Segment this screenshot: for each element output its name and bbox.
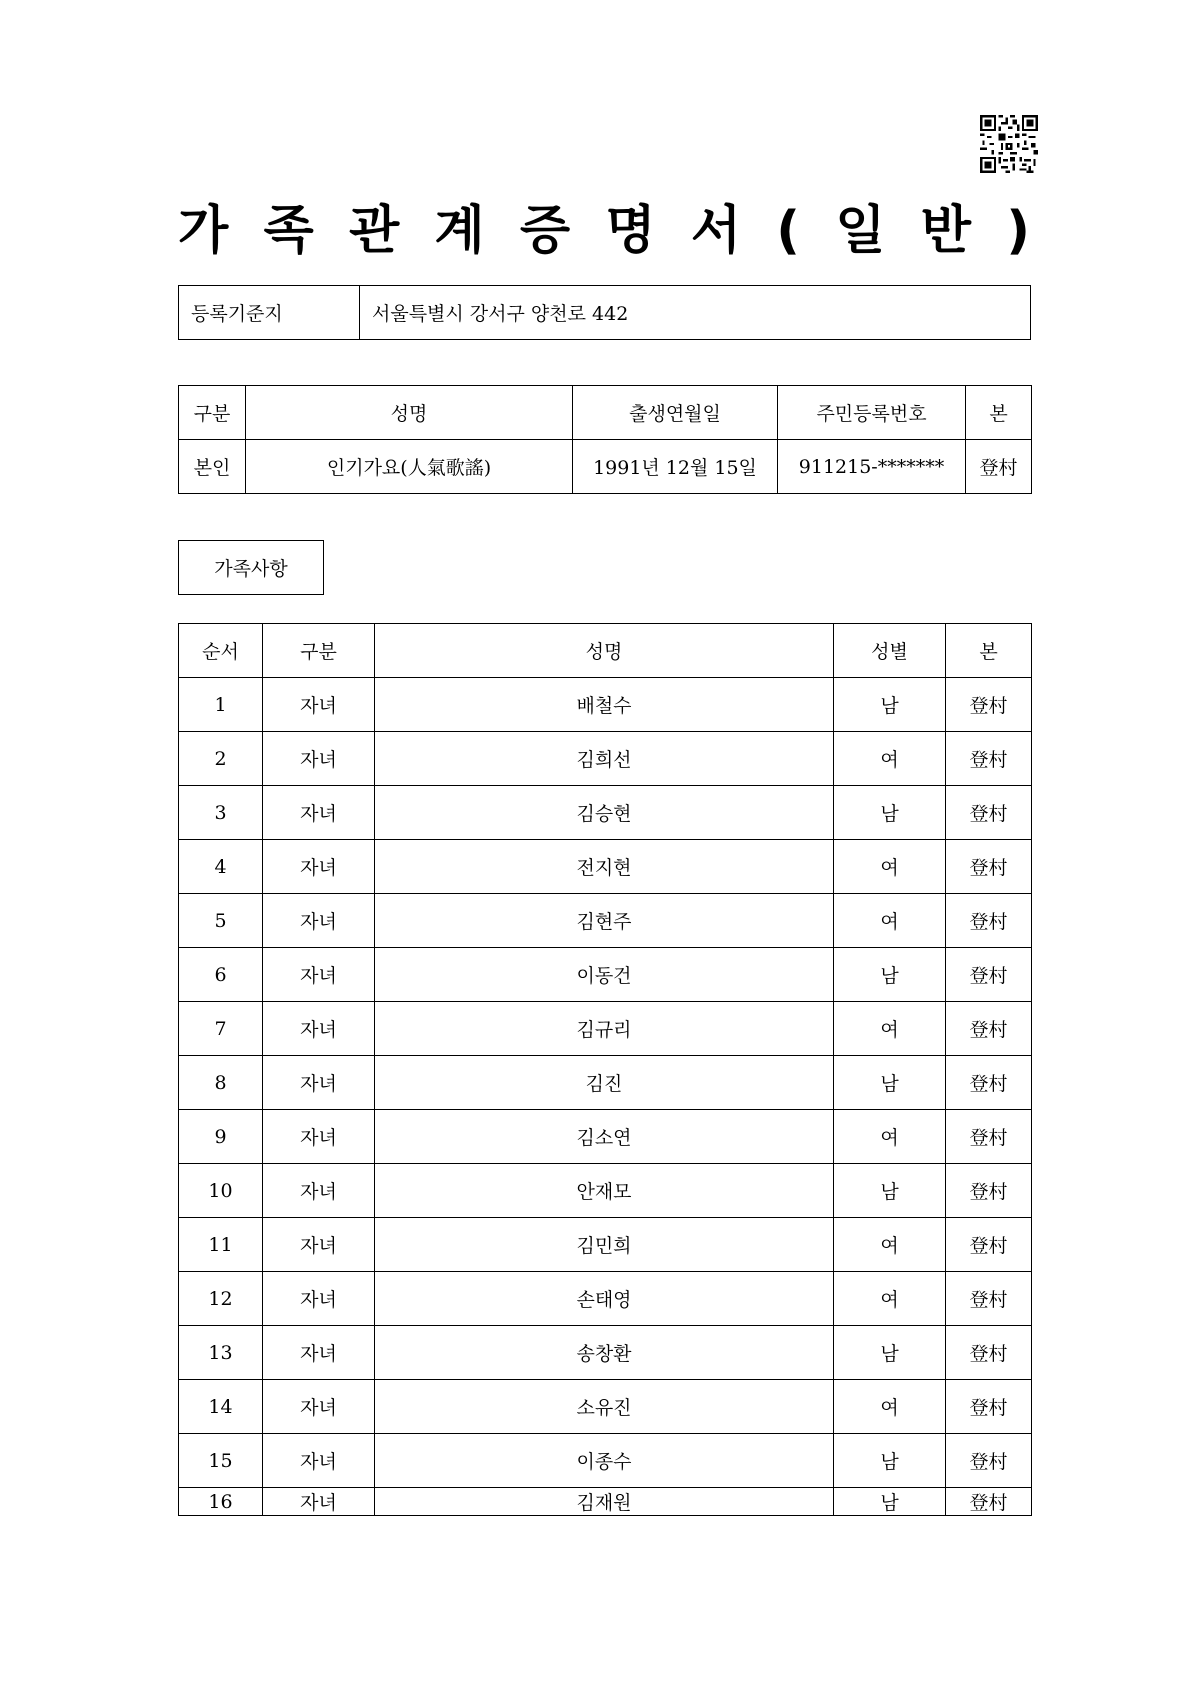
family-name: 김민희 — [375, 1218, 834, 1272]
table-row — [179, 1488, 1032, 1516]
family-order: 6 — [179, 948, 263, 1002]
family-order: 3 — [179, 786, 263, 840]
family-sex: 남 — [834, 948, 946, 1002]
family-order: 5 — [179, 894, 263, 948]
family-relation: 자녀 — [263, 786, 375, 840]
header-order: 순서 — [179, 624, 263, 678]
header-category: 구분 — [179, 386, 246, 440]
person-category: 본인 — [179, 440, 246, 494]
title-char: 서 — [690, 201, 742, 261]
family-relation: 자녀 — [263, 1434, 375, 1488]
family-name: 이동건 — [375, 948, 834, 1002]
family-origin: 登村 — [946, 1272, 1032, 1326]
family-origin: 登村 — [946, 1326, 1032, 1380]
family-name: 배철수 — [375, 678, 834, 732]
table-row — [179, 678, 1032, 732]
person-row — [179, 440, 1032, 494]
family-origin: 登村 — [946, 1164, 1032, 1218]
family-order: 1 — [179, 678, 263, 732]
registration-row — [179, 286, 1031, 340]
family-relation: 자녀 — [263, 678, 375, 732]
family-name: 이종수 — [375, 1434, 834, 1488]
family-order: 4 — [179, 840, 263, 894]
family-sex: 남 — [834, 1056, 946, 1110]
registration-value: 서울특별시 강서구 양천로 442 — [360, 286, 1031, 340]
table-row — [179, 1434, 1032, 1488]
family-name: 전지현 — [375, 840, 834, 894]
header-relation: 구분 — [263, 624, 375, 678]
family-name: 김승현 — [375, 786, 834, 840]
family-relation: 자녀 — [263, 840, 375, 894]
family-relation: 자녀 — [263, 1218, 375, 1272]
registration-label: 등록기준지 — [179, 286, 360, 340]
person-table — [178, 385, 1032, 494]
family-origin: 登村 — [946, 1056, 1032, 1110]
table-row — [179, 1326, 1032, 1380]
table-row — [179, 894, 1032, 948]
family-origin: 登村 — [946, 1110, 1032, 1164]
family-origin: 登村 — [946, 894, 1032, 948]
family-sex: 여 — [834, 732, 946, 786]
family-order: 9 — [179, 1110, 263, 1164]
person-name: 인기가요(人氣歌謠) — [246, 440, 573, 494]
family-relation: 자녀 — [263, 1110, 375, 1164]
family-order: 8 — [179, 1056, 263, 1110]
family-origin: 登村 — [946, 840, 1032, 894]
family-order: 15 — [179, 1434, 263, 1488]
title-char: 족 — [263, 201, 314, 261]
family-sex: 남 — [834, 1164, 946, 1218]
header-name: 성명 — [246, 386, 573, 440]
family-relation: 자녀 — [263, 1380, 375, 1434]
title-char: ) — [1006, 201, 1030, 261]
family-sex: 남 — [834, 786, 946, 840]
title-char: 계 — [434, 201, 485, 261]
family-sex: 남 — [834, 1434, 946, 1488]
family-sex: 남 — [834, 1326, 946, 1380]
title-char: 일 — [835, 201, 886, 261]
family-name: 김소연 — [375, 1110, 834, 1164]
title-char: 관 — [348, 201, 400, 261]
family-relation: 자녀 — [263, 732, 375, 786]
family-order: 2 — [179, 732, 263, 786]
title-char: 증 — [519, 201, 571, 261]
family-relation: 자녀 — [263, 1056, 375, 1110]
family-origin: 登村 — [946, 1002, 1032, 1056]
family-origin: 登村 — [946, 786, 1032, 840]
table-row — [179, 840, 1032, 894]
family-sex: 여 — [834, 840, 946, 894]
family-order: 10 — [179, 1164, 263, 1218]
family-origin: 登村 — [946, 678, 1032, 732]
header-birth: 출생연월일 — [573, 386, 778, 440]
family-sex: 남 — [834, 678, 946, 732]
title-char: 명 — [605, 201, 656, 261]
family-origin: 登村 — [946, 1380, 1032, 1434]
family-relation: 자녀 — [263, 1272, 375, 1326]
family-name: 김재원 — [375, 1488, 834, 1516]
family-name: 김희선 — [375, 732, 834, 786]
header-origin: 본 — [966, 386, 1032, 440]
family-sex: 여 — [834, 1002, 946, 1056]
family-order: 13 — [179, 1326, 263, 1380]
table-row — [179, 1272, 1032, 1326]
family-origin: 登村 — [946, 1488, 1032, 1516]
family-origin: 登村 — [946, 1434, 1032, 1488]
family-order: 11 — [179, 1218, 263, 1272]
family-relation: 자녀 — [263, 1326, 375, 1380]
family-sex: 여 — [834, 894, 946, 948]
family-origin: 登村 — [946, 948, 1032, 1002]
family-order: 12 — [179, 1272, 263, 1326]
family-header-row — [179, 624, 1032, 678]
family-name: 안재모 — [375, 1164, 834, 1218]
family-relation: 자녀 — [263, 894, 375, 948]
family-sex: 남 — [834, 1488, 946, 1516]
header-name: 성명 — [375, 624, 834, 678]
family-relation: 자녀 — [263, 1002, 375, 1056]
family-section-label: 가족사항 — [178, 540, 324, 595]
family-name: 김현주 — [375, 894, 834, 948]
family-sex: 여 — [834, 1380, 946, 1434]
title-char: 반 — [920, 201, 971, 261]
person-rrn: 911215-******* — [778, 440, 966, 494]
table-row — [179, 1110, 1032, 1164]
table-row — [179, 948, 1032, 1002]
family-name: 김진 — [375, 1056, 834, 1110]
family-name: 손태영 — [375, 1272, 834, 1326]
family-origin: 登村 — [946, 1218, 1032, 1272]
family-table-body — [179, 678, 1032, 1516]
table-row — [179, 1002, 1032, 1056]
family-order: 7 — [179, 1002, 263, 1056]
family-sex: 여 — [834, 1272, 946, 1326]
family-relation: 자녀 — [263, 1488, 375, 1516]
table-row — [179, 1380, 1032, 1434]
family-name: 소유진 — [375, 1380, 834, 1434]
family-relation: 자녀 — [263, 948, 375, 1002]
person-birth: 1991년 12월 15일 — [573, 440, 778, 494]
family-name: 송창환 — [375, 1326, 834, 1380]
header-sex: 성별 — [834, 624, 946, 678]
table-row — [179, 1056, 1032, 1110]
document-title — [178, 188, 1030, 274]
family-table — [178, 623, 1032, 1516]
title-char: ( — [776, 201, 801, 261]
family-sex: 여 — [834, 1110, 946, 1164]
person-origin: 登村 — [966, 440, 1032, 494]
qr-code-icon — [980, 115, 1038, 173]
table-row — [179, 1164, 1032, 1218]
table-row — [179, 732, 1032, 786]
title-char: 가 — [178, 201, 229, 261]
family-order: 14 — [179, 1380, 263, 1434]
family-order: 16 — [179, 1488, 263, 1516]
family-name: 김규리 — [375, 1002, 834, 1056]
person-header-row — [179, 386, 1032, 440]
header-origin: 본 — [946, 624, 1032, 678]
header-rrn: 주민등록번호 — [778, 386, 966, 440]
family-sex: 여 — [834, 1218, 946, 1272]
family-origin: 登村 — [946, 732, 1032, 786]
table-row — [179, 786, 1032, 840]
family-relation: 자녀 — [263, 1164, 375, 1218]
registration-table — [178, 285, 1031, 340]
table-row — [179, 1218, 1032, 1272]
